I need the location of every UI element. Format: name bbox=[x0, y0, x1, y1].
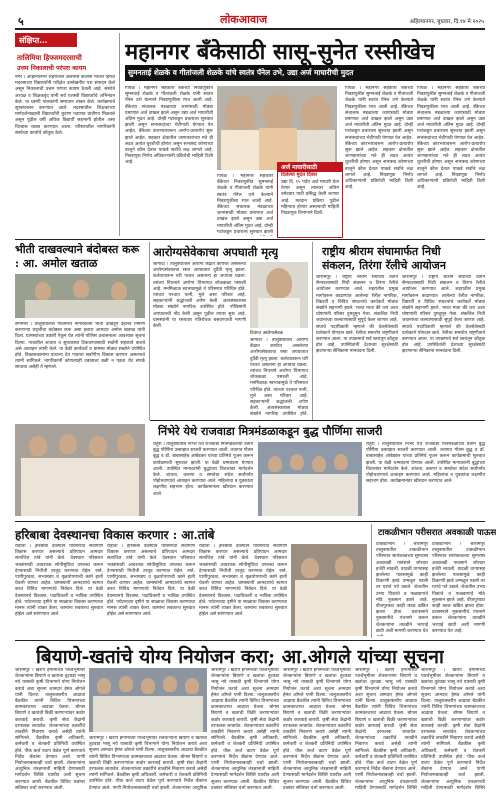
article-bhinti-photo-2 bbox=[15, 424, 145, 516]
header-rule bbox=[15, 28, 485, 30]
section-rule-4 bbox=[15, 640, 485, 641]
article-shriram-headline-1: राष्ट्रीय श्रीराम संघामार्फत निधी bbox=[322, 245, 441, 258]
info-box-subtitle: दिलेल्या मुदत दिवस bbox=[281, 172, 317, 178]
section-rule-2 bbox=[150, 420, 485, 421]
info-box-title: अर्ज माघारीसाठी bbox=[278, 163, 342, 172]
article-buddha-photo bbox=[258, 442, 362, 516]
section-rule-3 bbox=[15, 521, 485, 522]
article-bhinti-headline: भीती दाखवल्याने बंदोबस्त करू : आ. अमोल खताळ bbox=[15, 243, 140, 270]
main-subheadline-band bbox=[125, 65, 485, 81]
article-bhinti-body: संगमनेर । तालुक्यातील गावांमध्ये नागरिकांना भीती दाखवून दहशत निर्माण करणाऱ्या प्रवृत्तींचा बंदोबस्त करू असा इशारा आमदार अमोल खताळ यांनी दिला. ग्रामस्थांच्या तक्रारी ऐकून घेत त्यांनी पोलिस प्रशासनाला आवश्यक सूचना दिल्या. गावातील शांतता व सुव्यवस्था टिकवण्यासाठी सर्वांनी सहकार्य करावे असे आवाहन त्यांनी केले. या वेळी कार्यकर्ते व ग्रामस्थ मोठ्या संख्येने उपस्थित होते. विकासकामांना प्राधान्य देत गावाचा सर्वांगीण विकास करणार असल्याचे त्यांनी सांगितले. नागरिकांनी कोणत्याही दबावाला बळी न पडता थेट संपर्क साधावा असेही ते म्हणाले. bbox=[15, 322, 145, 371]
article-arogya-body-1: श्रीगोंदा । तालुक्यातील आरोग्य केंद्रात कार्यरत असलेल्या आरोग्यसेवकाचा रस्ता अपघातात दुर्दैवी मृत्यू झाला. कर्तव्यावरून घरी परतत असताना हा अपघात घडला. त्यांच्या निधनाने आरोग्य विभागात शोककळा पसरली आहे. मनमिळाऊ स्वभावामुळे ते परिसरात परिचित होते. त्यांच्या पश्चात पत्नी, मुले असा परिवार आहे. सहकाऱ्यांनी श्रद्धांजली अर्पण केली. अंत्यसंस्कारास मोठ्या संख्येने नागरिक उपस्थित होते. पोलिसांनी अपघाताची नोंद केली असून पुढील तपास सुरू आहे. ग्रामस्थांनी या रस्त्यावर गतिरोधक बसवण्याची मागणी केली. bbox=[153, 262, 246, 330]
sidebar-headline-1: तालिमिया हिफ्जमदरसाची bbox=[17, 53, 82, 62]
sidebar-headline-2: उत्तम निकालाची परंपरा कायम bbox=[17, 65, 87, 72]
article-biyane-headline: बियाणे-खतांचे योग्य नियोजन करा; आ.ओगले यांच्या सूचना bbox=[36, 646, 444, 668]
page-header bbox=[0, 0, 500, 30]
article-shriram-body-1: श्रीरामपूर । राष्ट्रीय श्रीराम संघाच्या वतीने सैन्यदलासाठी निधी संकलन व तिरंगा रॅलीचे आयोजन करण्यात आले. शहरातील प्रमुख मार्गावरून काढण्यात आलेल्या रॅलीत नागरिक, विद्यार्थी व विविध संघटनांचे कार्यकर्ते मोठ्या संख्येने सहभागी झाले. भारत माता की जय अशा घोषणांनी परिसर दुमदुमून गेला. संकलित निधी जवानांच्या कल्याणासाठी सुपूर्द केला जाणार आहे. संघाचे पदाधिकारी म्हणाले की देशसेवेसाठी प्रत्येकाने योगदान द्यावे. रॅलीचा समारोप राष्ट्रगीताने करण्यात आला. या उपक्रमाचे सर्व स्तरांतून कौतुक होत आहे. उपस्थितांनी देशाच्या सुरक्षेसाठी झटणाऱ्या सैनिकांना मानवंदना दिली. bbox=[316, 275, 398, 355]
page-number: ५ bbox=[18, 15, 24, 28]
section-rule-1 bbox=[15, 239, 485, 240]
main-body-col1: पिंपळे । महानगर सहकारी बँकेच्या निवडणुकीत सुमनताई शेळके व गीतांजली शेळके यांनी स्वतंत्र पॅनेल उभे केल्याने निवडणुकीला रंगत आली आहे. बँकेच्या संचालक मंडळाच्या जागांसाठी मोठ्या प्रमाणात अर्ज दाखल झाले असून उद्या अर्ज माघारीची अंतिम मुदत आहे. दोन्ही गटांकडून प्रचाराला सुरुवात झाली असून सभासदांच्या भेटीगाठी घेण्यात येत आहेत. बँकेच्या कारभारावरून आरोप-प्रत्यारोप सुरू झाले आहेत. सहकार क्षेत्रातील जाणकारांच्या मते ही लढत अत्यंत चुरशीची होणार असून सभासद कोणाच्या बाजूने कौल देतात याकडे सर्वांचे लक्ष लागले आहे. निवडणूक निर्णय अधिकाऱ्यांनी प्रक्रियेची माहिती दिली आहे. bbox=[125, 86, 213, 166]
main-body-col2: पिंपळे । महानगर सहकारी बँकेच्या निवडणुकीत सुमनताई शेळके व गीतांजली शेळके यांनी स्वतंत्र पॅनेल उभे केल्याने निवडणुकीला रंगत आली आहे. बँकेच्या संचालक मंडळाच्या जागांसाठी मोठ्या प्रमाणात अर्ज दाखल झाले असून उद्या अर्ज माघारीची अंतिम मुदत आहे. दोन्ही गटांकडून प्रचाराला सुरुवात झाली bbox=[217, 174, 273, 235]
article-haribaba-body-3: राहाता । हरिबाबा देवस्थान परिसराचा सर्वांगीण विकास करणार असल्याचे प्रतिपादन आमदार सत्यजित तांबे यांनी केले. देवस्थान परिसरात भक्तांसाठी आवश्यक सोयीसुविधा उपलब्ध करून देण्यासाठी निधीची तरतूद करण्यात येईल. रस्ते, पाणीपुरवठा, सभामंडप व वृक्षारोपणाची कामे हाती घेतली जाणार आहेत. ग्रामस्थांनी आमदारांचे स्वागत करत विविध मागण्यांचे निवेदन दिले. या वेळी देवस्थानचे विश्वस्त, पदाधिकारी व भाविक उपस्थित होते. पर्यटनाच्या दृष्टीने या स्थळाचा विकास करण्याचा मानस त्यांनी व्यक्त केला. कामांना लवकरच सुरुवात होईल असे सांगण्यात आले. bbox=[199, 544, 287, 618]
article-shriram-body-2: श्रीरामपूर । राष्ट्रीय श्रीराम संघाच्या वतीने सैन्यदलासाठी निधी संकलन व तिरंगा रॅलीचे आयोजन करण्यात आले. शहरातील प्रमुख मार्गावरून काढण्यात आलेल्या रॅलीत नागरिक, विद्यार्थी व विविध संघटनांचे कार्यकर्ते मोठ्या संख्येने सहभागी झाले. भारत माता की जय अशा घोषणांनी परिसर दुमदुमून गेला. संकलित निधी जवानांच्या कल्याणासाठी सुपूर्द केला जाणार आहे. संघाचे पदाधिकारी म्हणाले की देशसेवेसाठी प्रत्येकाने योगदान द्यावे. रॅलीचा समारोप राष्ट्रगीताने करण्यात आला. या उपक्रमाचे सर्व स्तरांतून कौतुक होत आहे. उपस्थितांनी देशाच्या सुरक्षेसाठी झटणाऱ्या सैनिकांना मानवंदना दिली. bbox=[402, 275, 485, 355]
sidebar-body: नगर । अहिल्यानगर शहरातील अलमास कॉलनी मधील हिफ्ज मदरसाच्या विद्यार्थ्यांनी परीक्षेत उल्लेखनीय यश संपादन केले असून निकालाची उत्तम परंपरा कायम ठेवली आहे. संस्थेचे अध्यक्ष व शिक्षकवृंद यांनी सर्व यशस्वी विद्यार्थ्यांचे अभिनंदन केले. या प्रसंगी पालकांनी समाधान व्यक्त केले. कार्यक्रमाचे सूत्रसंचालन करण्यात आले. मदरसातील शिक्षकांच्या मार्गदर्शनाखाली विद्यार्थ्यांनी कुराण पठणात प्रावीण्य मिळवले असून पुढील वर्षी अधिक विद्यार्थी सहभागी होतील असा विश्वास व्यक्त करण्यात आला. परिसरातील नागरिकांनी संस्थेच्या कार्याचे कौतुक केले. bbox=[15, 75, 115, 136]
sidebar-label: संक्षिप्त... bbox=[15, 33, 77, 47]
article-arogya-caption: दिवंगत आरोग्यसेवक bbox=[250, 331, 284, 336]
article-arogya-body-2: श्रीगोंदा । तालुक्यातील आरोग्य केंद्रात कार्यरत असलेल्या आरोग्यसेवकाचा रस्ता अपघातात दुर्दैवी मृत्यू झाला. कर्तव्यावरून घरी परतत असताना हा अपघात घडला. त्यांच्या निधनाने आरोग्य विभागात शोककळा पसरली आहे. मनमिळाऊ स्वभावामुळे ते परिसरात परिचित होते. त्यांच्या पश्चात पत्नी, मुले असा परिवार आहे. सहकाऱ्यांनी श्रद्धांजली अर्पण केली. अंत्यसंस्कारास मोठ्या संख्येने नागरिक उपस्थित होते. bbox=[250, 338, 308, 418]
article-buddha-headline: निंभेरे येथे राजवाडा मित्रमंडळाकडून बुद्ध पौर्णिमा साजरी bbox=[158, 424, 383, 438]
article-arogya-photo bbox=[250, 262, 308, 328]
article-biyane-body-5: श्रीरामपूर । खरीप हंगामाच्या पार्श्वभूमीवर शेतकऱ्यांना बियाणे व खतांचा तुटवडा भासू नये यासाठी कृषी विभागाने योग्य नियोजन करावे अशा सूचना आमदार हेमंत ओगले यांनी दिल्या. तालुकास्तरीय आढावा बैठकीत त्यांनी विविध विभागांच्या कामकाजाचा आढावा घेतला. बोगस बियाणे व खतांची विक्री करणाऱ्यांवर कठोर कारवाई करावी. कृषी सेवा केंद्रांनी दरफलक लावावेत. शेतकऱ्यांच्या तक्रारींचे तातडीने निवारण करावे असेही त्यांनी सांगितले. बैठकीस कृषी अधिकारी, कर्मचारी व शेतकरी प्रतिनिधी उपस्थित होते. पीक कर्ज वाटप वेळेत पूर्ण करण्याचे निर्देश बँकांना देण्यात आले. पाणी नियोजनाबाबतही चर्चा झाली. शेतकऱ्यांना आधुनिक तंत्रज्ञानाची माहिती देण्यासाठी मार्गदर्शन शिबिरे bbox=[355, 668, 417, 790]
info-box-body: उद्या दि. १५ पर्यंत अर्ज माघारी घेता येणार असून त्यानंतर अंतिम उमेदवार यादी प्रसिद्ध केली जाणार आहे. मतदान प्रक्रिया पुढील महिन्यात होणार असल्याची माहिती निवडणूक विभागाने दिली. bbox=[281, 180, 339, 217]
article-tanker-headline: टाकळीभान परीसरात अवकाळी पाऊस bbox=[378, 528, 497, 538]
article-biyane-body-6: श्रीरामपूर । खरीप हंगामाच्या पार्श्वभूमीवर शेतकऱ्यांना बियाणे व खतांचा तुटवडा भासू नये यासाठी कृषी विभागाने योग्य नियोजन करावे अशा सूचना आमदार हेमंत ओगले यांनी दिल्या. तालुकास्तरीय आढावा बैठकीत त्यांनी विविध विभागांच्या कामकाजाचा आढावा घेतला. बोगस बियाणे व खतांची विक्री करणाऱ्यांवर कठोर कारवाई करावी. कृषी सेवा केंद्रांनी दरफलक लावावेत. शेतकऱ्यांच्या तक्रारींचे तातडीने निवारण करावे असेही त्यांनी सांगितले. बैठकीस कृषी अधिकारी, कर्मचारी व शेतकरी प्रतिनिधी उपस्थित होते. पीक कर्ज वाटप वेळेत पूर्ण करण्याचे निर्देश बँकांना देण्यात आले. पाणी नियोजनाबाबतही चर्चा झाली. शेतकऱ्यांना आधुनिक तंत्रज्ञानाची माहिती देण्यासाठी मार्गदर्शन शिबिरे bbox=[421, 668, 485, 790]
main-headline: महानगर बँकेसाठी सासू-सुनेत रस्सीखेच bbox=[125, 39, 436, 65]
divider bbox=[312, 242, 313, 420]
candidates-photo bbox=[217, 86, 337, 170]
main-subheadline: सुमनताई शेळके व गीतांजली शेळके यांचे स्वतंत्र पॅनेल उभे, उद्या अर्ज माघारीची मुदत bbox=[128, 68, 354, 77]
article-shriram-headline-2: संकलन, तिरंगा रॅलीचे आयोजन bbox=[322, 259, 446, 272]
divider bbox=[119, 33, 120, 236]
main-body-col4: पिंपळे । महानगर सहकारी बँकेच्या निवडणुकीत सुमनताई शेळके व गीतांजली शेळके यांनी स्वतंत्र पॅनेल उभे केल्याने निवडणुकीला रंगत आली आहे. बँकेच्या संचालक मंडळाच्या जागांसाठी मोठ्या प्रमाणात अर्ज दाखल झाले असून उद्या अर्ज माघारीची अंतिम मुदत आहे. दोन्ही गटांकडून प्रचाराला सुरुवात झाली असून सभासदांच्या भेटीगाठी घेण्यात येत आहेत. बँकेच्या कारभारावरून आरोप-प्रत्यारोप सुरू झाले आहेत. सहकार क्षेत्रातील जाणकारांच्या मते ही लढत अत्यंत चुरशीची होणार असून सभासद कोणाच्या बाजूने कौल देतात याकडे सर्वांचे लक्ष लागले आहे. निवडणूक निर्णय अधिकाऱ्यांनी प्रक्रियेची माहिती दिली आहे. bbox=[417, 86, 485, 191]
masthead-logo: लोकआवाज bbox=[220, 13, 268, 26]
sidebar-brief bbox=[15, 33, 115, 235]
divider bbox=[371, 524, 372, 638]
article-haribaba-body-2: राहाता । हरिबाबा देवस्थान परिसराचा सर्वांगीण विकास करणार असल्याचे प्रतिपादन आमदार सत्यजित तांबे यांनी केले. देवस्थान परिसरात भक्तांसाठी आवश्यक सोयीसुविधा उपलब्ध करून देण्यासाठी निधीची तरतूद करण्यात येईल. रस्ते, पाणीपुरवठा, सभामंडप व वृक्षारोपणाची कामे हाती घेतली जाणार आहेत. ग्रामस्थांनी आमदारांचे स्वागत करत विविध मागण्यांचे निवेदन दिले. या वेळी देवस्थानचे विश्वस्त, पदाधिकारी व भाविक उपस्थित होते. पर्यटनाच्या दृष्टीने या स्थळाचा विकास करण्याचा मानस त्यांनी व्यक्त केला. कामांना लवकरच सुरुवात होईल असे सांगण्यात आले. bbox=[107, 544, 195, 618]
article-arogya-headline: आरोग्यसेवेकाचा अपघाती मृत्यू bbox=[153, 245, 279, 259]
article-biyane-body-4: श्रीरामपूर । खरीप हंगामाच्या पार्श्वभूमीवर शेतकऱ्यांना बियाणे व खतांचा तुटवडा भासू नये यासाठी कृषी विभागाने योग्य नियोजन करावे अशा सूचना आमदार हेमंत ओगले यांनी दिल्या. तालुकास्तरीय आढावा बैठकीत त्यांनी विविध विभागांच्या कामकाजाचा आढावा घेतला. बोगस बियाणे व खतांची विक्री करणाऱ्यांवर कठोर कारवाई करावी. कृषी सेवा केंद्रांनी दरफलक लावावेत. शेतकऱ्यांच्या तक्रारींचे तातडीने निवारण करावे असेही त्यांनी सांगितले. बैठकीस कृषी अधिकारी, कर्मचारी व शेतकरी प्रतिनिधी उपस्थित होते. पीक कर्ज वाटप वेळेत पूर्ण करण्याचे निर्देश बँकांना देण्यात आले. पाणी नियोजनाबाबतही चर्चा झाली. शेतकऱ्यांना आधुनिक तंत्रज्ञानाची माहिती देण्यासाठी मार्गदर्शन शिबिरे घ्यावीत अशी सूचना करण्यात आली. बैठकीत विविध प्रश्नांवर सविस्तर चर्चा करण्यात आली. bbox=[283, 668, 351, 790]
edition-date: अहिल्यानगर, बुधवार, दि.१४ मे २०२५ bbox=[409, 19, 484, 25]
article-bhinti-photo bbox=[15, 274, 145, 318]
divider bbox=[149, 242, 150, 420]
article-haribaba-body-1: राहाता । हरिबाबा देवस्थान परिसराचा सर्वांगीण विकास करणार असल्याचे प्रतिपादन आमदार सत्यजित तांबे यांनी केले. देवस्थान परिसरात भक्तांसाठी आवश्यक सोयीसुविधा उपलब्ध करून देण्यासाठी निधीची तरतूद करण्यात येईल. रस्ते, पाणीपुरवठा, सभामंडप व वृक्षारोपणाची कामे हाती घेतली जाणार आहेत. ग्रामस्थांनी आमदारांचे स्वागत करत विविध मागण्यांचे निवेदन दिले. या वेळी देवस्थानचे विश्वस्त, पदाधिकारी व भाविक उपस्थित होते. पर्यटनाच्या दृष्टीने या स्थळाचा विकास करण्याचा मानस त्यांनी व्यक्त केला. कामांना लवकरच सुरुवात होईल असे सांगण्यात आले. bbox=[15, 544, 103, 618]
article-biyane-body-2: श्रीरामपूर । खरीप हंगामाच्या पार्श्वभूमीवर शेतकऱ्यांना बियाणे व खतांचा तुटवडा भासू नये यासाठी कृषी विभागाने योग्य नियोजन करावे अशा सूचना आमदार हेमंत ओगले यांनी दिल्या. तालुकास्तरीय आढावा बैठकीत त्यांनी विविध विभागांच्या कामकाजाचा आढावा घेतला. बोगस बियाणे व खतांची विक्री करणाऱ्यांवर कठोर कारवाई करावी. कृषी सेवा केंद्रांनी दरफलक लावावेत. शेतकऱ्यांच्या तक्रारींचे तातडीने निवारण करावे असेही त्यांनी सांगितले. बैठकीस कृषी अधिकारी, कर्मचारी व शेतकरी प्रतिनिधी उपस्थित होते. पीक कर्ज वाटप वेळेत पूर्ण करण्याचे निर्देश बँकांना देण्यात आले. पाणी नियोजनाबाबतही चर्चा झाली. शेतकऱ्यांना आधुनिक bbox=[89, 736, 207, 790]
article-buddha-body-2: राहुरी । तालुक्यातील निंभेरे येथे राजवाडा मित्रमंडळाच्या वतीने बुद्ध पौर्णिमा उत्साहात साजरी करण्यात आली. तथागत गौतम बुद्ध व डॉ. बाबासाहेब आंबेडकर यांच्या प्रतिमेचे पूजन करून कार्यक्रमाची सुरुवात झाली. या वेळी धम्मवंदना घेण्यात आली. उपस्थित मान्यवरांनी बुद्धांच्या विचारांवर मार्गदर्शन केले. शांतता, करुणा व समतेचा संदेश सर्वांपर्यंत पोहोचवण्याचे आवाहन करण्यात आले. महिलांचा व युवकांचा लक्षणीय सहभाग होता. कार्यक्रमानंतर खीरदान करण्यात आले. bbox=[366, 442, 485, 485]
main-body-col3: पिंपळे । महानगर सहकारी बँकेच्या निवडणुकीत सुमनताई शेळके व गीतांजली शेळके यांनी स्वतंत्र पॅनेल उभे केल्याने निवडणुकीला रंगत आली आहे. बँकेच्या संचालक मंडळाच्या जागांसाठी मोठ्या प्रमाणात अर्ज दाखल झाले असून उद्या अर्ज माघारीची अंतिम मुदत आहे. दोन्ही गटांकडून प्रचाराला सुरुवात झाली असून सभासदांच्या भेटीगाठी घेण्यात येत आहेत. बँकेच्या कारभारावरून आरोप-प्रत्यारोप सुरू झाले आहेत. सहकार क्षेत्रातील जाणकारांच्या मते ही लढत अत्यंत चुरशीची होणार असून सभासद कोणाच्या बाजूने कौल देतात याकडे सर्वांचे लक्ष लागले आहे. निवडणूक निर्णय अधिकाऱ्यांनी प्रक्रियेची माहिती दिली आहे. bbox=[345, 86, 413, 191]
article-biyane-body-1: श्रीरामपूर । खरीप हंगामाच्या पार्श्वभूमीवर शेतकऱ्यांना बियाणे व खतांचा तुटवडा भासू नये यासाठी कृषी विभागाने योग्य नियोजन करावे अशा सूचना आमदार हेमंत ओगले यांनी दिल्या. तालुकास्तरीय आढावा बैठकीत त्यांनी विविध विभागांच्या कामकाजाचा आढावा घेतला. बोगस बियाणे व खतांची विक्री करणाऱ्यांवर कठोर कारवाई करावी. कृषी सेवा केंद्रांनी दरफलक लावावेत. शेतकऱ्यांच्या तक्रारींचे तातडीने निवारण करावे असेही त्यांनी सांगितले. बैठकीस कृषी अधिकारी, कर्मचारी व शेतकरी प्रतिनिधी उपस्थित होते. पीक कर्ज वाटप वेळेत पूर्ण करण्याचे निर्देश बँकांना देण्यात आले. पाणी नियोजनाबाबतही चर्चा झाली. शेतकऱ्यांना आधुनिक तंत्रज्ञानाची माहिती देण्यासाठी मार्गदर्शन शिबिरे घ्यावीत अशी सूचना करण्यात आली. बैठकीत विविध प्रश्नांवर सविस्तर चर्चा करण्यात आली. bbox=[15, 668, 85, 790]
article-biyane-body-3: श्रीरामपूर । खरीप हंगामाच्या पार्श्वभूमीवर शेतकऱ्यांना बियाणे व खतांचा तुटवडा भासू नये यासाठी कृषी विभागाने योग्य नियोजन करावे अशा सूचना आमदार हेमंत ओगले यांनी दिल्या. तालुकास्तरीय आढावा बैठकीत त्यांनी विविध विभागांच्या कामकाजाचा आढावा घेतला. बोगस बियाणे व खतांची विक्री करणाऱ्यांवर कठोर कारवाई करावी. कृषी सेवा केंद्रांनी दरफलक लावावेत. शेतकऱ्यांच्या तक्रारींचे तातडीने निवारण करावे असेही त्यांनी सांगितले. बैठकीस कृषी अधिकारी, कर्मचारी व शेतकरी प्रतिनिधी उपस्थित होते. पीक कर्ज वाटप वेळेत पूर्ण करण्याचे निर्देश बँकांना देण्यात आले. पाणी नियोजनाबाबतही चर्चा झाली. शेतकऱ्यांना आधुनिक तंत्रज्ञानाची माहिती देण्यासाठी मार्गदर्शन शिबिरे घ्यावीत अशी सूचना करण्यात आली. बैठकीत विविध प्रश्नांवर सविस्तर चर्चा करण्यात आली. bbox=[211, 668, 279, 790]
article-haribaba-headline: हरिबाबा देवस्थानचा विकास करणार : आ.तांबे bbox=[15, 528, 215, 542]
article-haribaba-photo bbox=[291, 544, 367, 636]
info-box bbox=[277, 162, 343, 238]
article-tanker-body-2: टाकळीभान । श्रीरामपूर तालुक्यातील टाकळीभान परिसरात सायंकाळच्या सुमारास अवकाळी पावसाने जोरदार हजेरी लावली. वादळी वाऱ्यासह झालेल्या पावसामुळे काही ठिकाणी झाडे उन्मळून पडली तर घरांचे पत्रे उडाले. शेतातील उभ्या पिकांचे व फळबागांचे मोठे नुकसान झाले आहे. वीजपुरवठा काही काळ खंडित झाला होता. प्रशासनाने नुकसानीचे पंचनामे करून शेतकऱ्यांना तातडीने भरपाई द्यावी अशी मागणी करण्यात येत आहे. bbox=[432, 542, 485, 634]
article-buddha-body-1: राहुरी । तालुक्यातील निंभेरे येथे राजवाडा मित्रमंडळाच्या वतीने बुद्ध पौर्णिमा उत्साहात साजरी करण्यात आली. तथागत गौतम बुद्ध व डॉ. बाबासाहेब आंबेडकर यांच्या प्रतिमेचे पूजन करून कार्यक्रमाची सुरुवात झाली. या वेळी धम्मवंदना घेण्यात आली. उपस्थित मान्यवरांनी बुद्धांच्या विचारांवर मार्गदर्शन केले. शांतता, करुणा व समतेचा संदेश सर्वांपर्यंत पोहोचवण्याचे आवाहन करण्यात आले. महिलांचा व युवकांचा लक्षणीय सहभाग होता. कार्यक्रमानंतर खीरदान करण्यात आले. bbox=[153, 442, 253, 497]
article-tanker-body-1: टाकळीभान । श्रीरामपूर तालुक्यातील टाकळीभान परिसरात सायंकाळच्या सुमारास अवकाळी पावसाने जोरदार हजेरी लावली. वादळी वाऱ्यासह झालेल्या पावसामुळे काही ठिकाणी झाडे उन्मळून पडली तर घरांचे पत्रे उडाले. शेतातील उभ्या पिकांचे व फळबागांचे मोठे नुकसान झाले आहे. वीजपुरवठा काही काळ खंडित झाला होता. प्रशासनाने नुकसानीचे पंचनामे करून शेतकऱ्यांना तातडीने भरपाई द्यावी अशी मागणी करण्यात येत bbox=[376, 542, 428, 634]
article-biyane-photo bbox=[89, 668, 207, 732]
